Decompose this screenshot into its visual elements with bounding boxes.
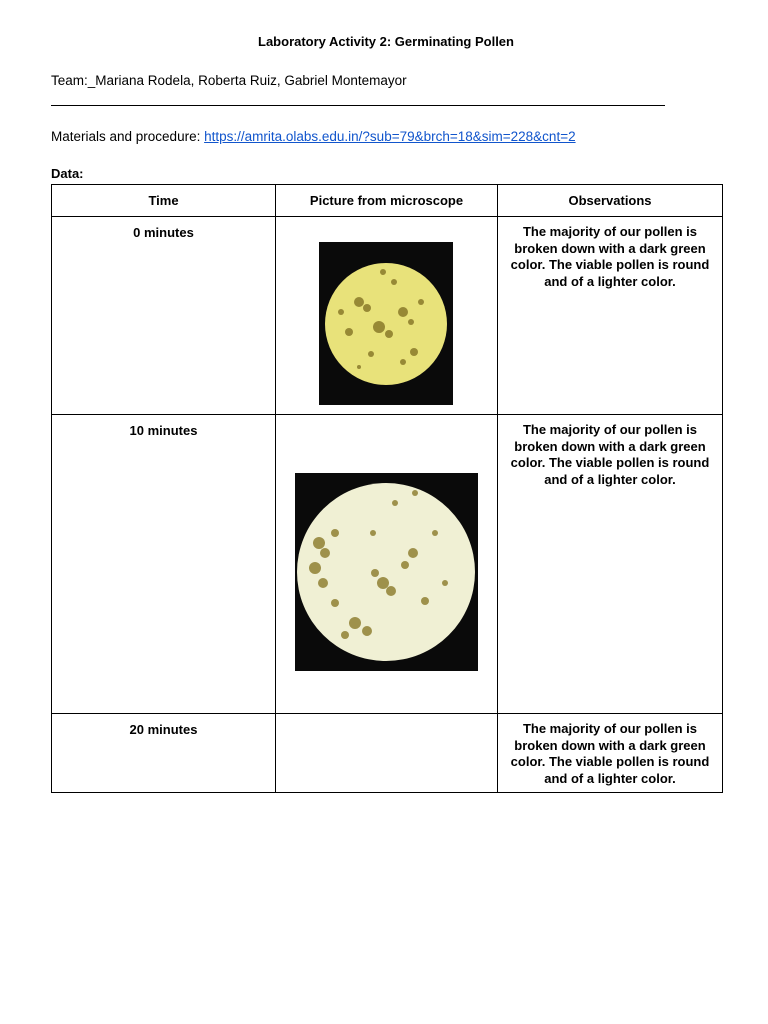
materials-link[interactable]: https://amrita.olabs.edu.in/?sub=79&brch=18&sim=228&cnt=2 — [204, 129, 576, 144]
table-row — [52, 415, 723, 714]
observation-cell: The majority of our pollen is broken down with a dark green color. The viable pollen is round and of a lighter color. — [498, 415, 723, 714]
time-cell: 20 minutes — [52, 714, 276, 793]
picture-cell — [276, 217, 498, 415]
observation-cell: The majority of our pollen is broken down with a dark green color. The viable pollen is round and of a lighter color. — [498, 714, 723, 793]
header-observations: Observations — [498, 185, 723, 217]
team-line: Team:_Mariana Rodela, Roberta Ruiz, Gabriel Montemayor — [51, 73, 407, 88]
materials-line — [51, 129, 576, 144]
header-time: Time — [52, 185, 276, 217]
data-table — [51, 184, 723, 793]
microscope-image — [319, 242, 453, 405]
picture-cell — [276, 415, 498, 714]
materials-label: Materials and procedure: — [51, 129, 205, 144]
observation-cell: The majority of our pollen is broken down with a dark green color. The viable pollen is round and of a lighter color. — [498, 217, 723, 415]
table-header-row — [52, 185, 723, 217]
picture-cell — [276, 714, 498, 793]
microscope-image — [295, 473, 478, 671]
table-row — [52, 217, 723, 415]
table-row — [52, 714, 723, 793]
time-cell: 10 minutes — [52, 415, 276, 714]
document-title: Laboratory Activity 2: Germinating Pollen — [258, 34, 514, 49]
time-cell: 0 minutes — [52, 217, 276, 415]
data-label: Data: — [51, 166, 84, 181]
divider-line — [51, 105, 665, 106]
header-picture: Picture from microscope — [276, 185, 498, 217]
